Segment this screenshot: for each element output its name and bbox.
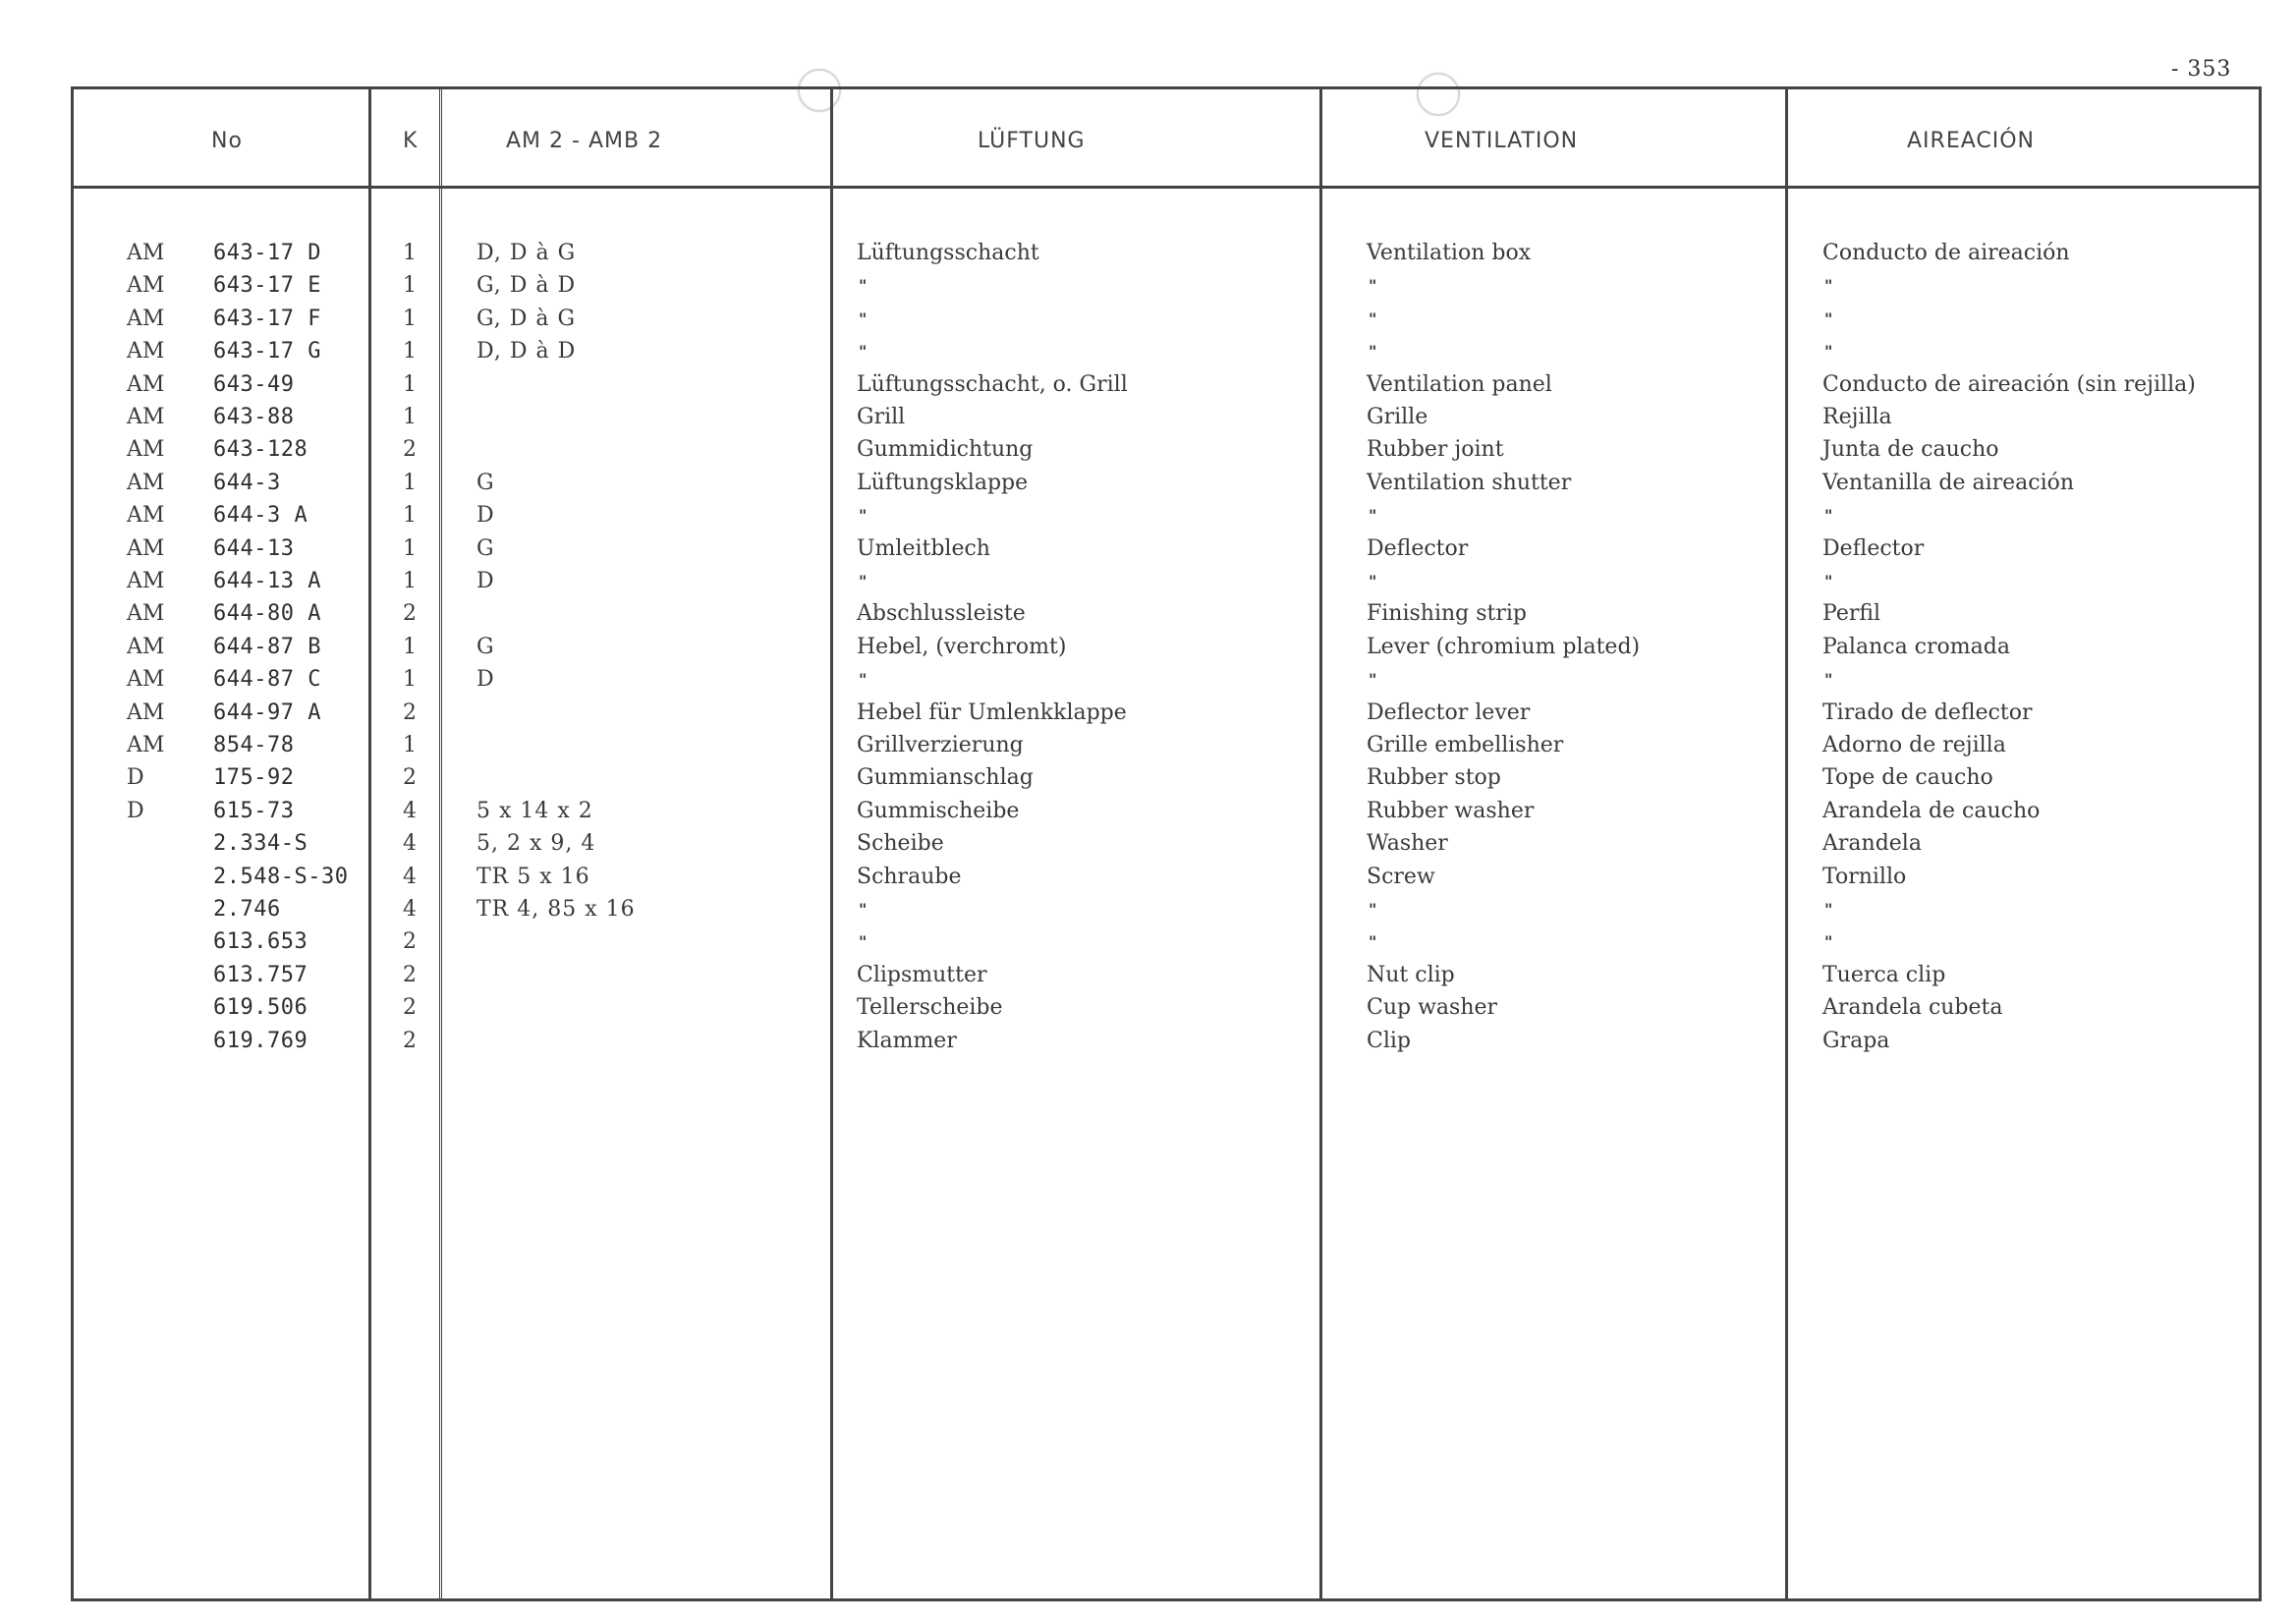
table-row xyxy=(74,991,2259,1025)
part-prefix: D xyxy=(127,765,144,791)
part-prefix: AM xyxy=(127,503,165,529)
description-spanish: " xyxy=(1824,506,1833,526)
part-prefix: AM xyxy=(127,405,165,429)
part-number: 644-13 A xyxy=(213,569,321,593)
description-spanish: Conducto de aireación xyxy=(1822,241,2070,265)
part-prefix: AM xyxy=(127,601,165,627)
part-prefix: AM xyxy=(127,273,165,299)
table-row xyxy=(74,303,2259,336)
part-number: 644-3 A xyxy=(213,503,308,529)
part-spec: G xyxy=(476,470,495,495)
table-row xyxy=(74,499,2259,532)
part-quantity: 2 xyxy=(403,437,417,463)
description-spanish: Tirado de deflector xyxy=(1822,700,2033,725)
description-spanish: Ventanilla de aireación xyxy=(1822,470,2075,495)
part-quantity: 1 xyxy=(403,569,417,593)
description-english: Grille xyxy=(1367,405,1428,429)
description-german: " xyxy=(859,308,868,328)
part-prefix: AM xyxy=(127,700,165,725)
description-spanish: " xyxy=(1824,670,1833,690)
part-prefix: AM xyxy=(127,569,165,593)
part-spec: TR 4, 85 x 16 xyxy=(476,897,636,922)
table-row xyxy=(74,401,2259,434)
description-spanish: Adorno de rejilla xyxy=(1822,733,2006,757)
description-english: " xyxy=(1369,506,1377,526)
part-quantity: 1 xyxy=(403,241,417,265)
description-german: Tellerscheibe xyxy=(857,995,1003,1021)
part-spec: TR 5 x 16 xyxy=(476,864,590,889)
part-prefix: AM xyxy=(127,306,165,331)
description-german: Schraube xyxy=(857,864,962,889)
part-prefix: AM xyxy=(127,634,165,659)
table-row xyxy=(74,729,2259,762)
part-number: 175-92 xyxy=(213,765,295,791)
description-spanish: Palanca cromada xyxy=(1822,634,2010,659)
header-english: VENTILATION xyxy=(1425,129,1579,153)
part-number: 854-78 xyxy=(213,733,295,757)
part-number: 644-13 xyxy=(213,535,295,561)
part-spec: G xyxy=(476,535,495,561)
description-english: Screw xyxy=(1367,864,1435,889)
part-prefix: AM xyxy=(127,535,165,561)
part-quantity: 4 xyxy=(403,864,417,889)
description-spanish: Junta de caucho xyxy=(1822,437,1999,463)
table-row xyxy=(74,893,2259,926)
part-number: 644-87 C xyxy=(213,667,321,693)
table-row xyxy=(74,368,2259,402)
table-row xyxy=(74,269,2259,303)
table-row xyxy=(74,335,2259,368)
description-english: Ventilation box xyxy=(1367,241,1532,265)
description-german: Klammer xyxy=(857,1028,957,1053)
description-german: Lüftungsschacht, o. Grill xyxy=(857,371,1128,397)
description-spanish: " xyxy=(1824,572,1833,590)
part-quantity: 4 xyxy=(403,831,417,857)
table-row xyxy=(74,631,2259,664)
header-spanish: AIREACIÓN xyxy=(1907,129,2036,153)
description-german: " xyxy=(859,506,868,526)
table-row xyxy=(74,925,2259,959)
table-row xyxy=(74,697,2259,730)
part-quantity: 1 xyxy=(403,306,417,331)
header-divider xyxy=(74,186,2259,189)
description-spanish: Grapa xyxy=(1822,1028,1890,1053)
description-spanish: " xyxy=(1824,900,1833,919)
table-row xyxy=(74,761,2259,795)
part-spec: G, D à D xyxy=(476,273,577,299)
table-row xyxy=(74,861,2259,894)
header-german: LÜFTUNG xyxy=(978,129,1086,153)
part-number: 643-128 xyxy=(213,437,308,463)
description-spanish: Deflector xyxy=(1822,535,1925,561)
description-english: " xyxy=(1369,670,1377,690)
part-prefix: AM xyxy=(127,241,165,265)
part-quantity: 2 xyxy=(403,962,417,987)
description-english: Grille embellisher xyxy=(1367,733,1564,757)
part-prefix: D xyxy=(127,798,144,823)
description-german: " xyxy=(859,342,868,362)
part-prefix: AM xyxy=(127,339,165,364)
part-spec: D xyxy=(476,569,495,593)
part-number: 643-17 G xyxy=(213,339,321,364)
description-spanish: Tornillo xyxy=(1822,864,1907,889)
description-german: Lüftungsschacht xyxy=(857,241,1039,265)
description-english: Ventilation panel xyxy=(1367,371,1552,397)
part-quantity: 1 xyxy=(403,667,417,693)
description-spanish: " xyxy=(1824,932,1833,952)
description-english: " xyxy=(1369,342,1377,362)
header-no: No xyxy=(211,129,243,153)
part-quantity: 1 xyxy=(403,733,417,757)
description-spanish: " xyxy=(1824,308,1833,328)
table-row xyxy=(74,959,2259,992)
part-quantity: 2 xyxy=(403,929,417,955)
part-number: 643-88 xyxy=(213,405,295,429)
part-number: 613.757 xyxy=(213,962,308,987)
description-english: Rubber stop xyxy=(1367,765,1501,791)
part-quantity: 2 xyxy=(403,995,417,1021)
description-english: " xyxy=(1369,900,1377,919)
table-row xyxy=(74,467,2259,500)
parts-table xyxy=(71,86,2262,1601)
part-prefix: AM xyxy=(127,437,165,463)
description-english: " xyxy=(1369,276,1377,296)
part-quantity: 2 xyxy=(403,700,417,725)
description-german: Hebel für Umlenkklappe xyxy=(857,700,1127,725)
part-quantity: 1 xyxy=(403,339,417,364)
part-spec: D, D à D xyxy=(476,339,577,364)
description-german: Abschlussleiste xyxy=(857,601,1026,627)
table-row xyxy=(74,1025,2259,1058)
part-number: 615-73 xyxy=(213,798,295,823)
part-spec: D xyxy=(476,503,495,529)
part-prefix: AM xyxy=(127,733,165,757)
description-german: Umleitblech xyxy=(857,535,990,561)
part-quantity: 1 xyxy=(403,371,417,397)
description-german: Hebel, (verchromt) xyxy=(857,634,1067,659)
description-german: " xyxy=(859,276,868,296)
description-english: Nut clip xyxy=(1367,962,1455,987)
part-quantity: 2 xyxy=(403,601,417,627)
part-number: 613.653 xyxy=(213,929,308,955)
part-spec: 5 x 14 x 2 xyxy=(476,798,593,823)
description-german: Gummischeibe xyxy=(857,798,1020,823)
description-spanish: Rejilla xyxy=(1822,405,1892,429)
part-number: 619.506 xyxy=(213,995,308,1021)
part-quantity: 2 xyxy=(403,1028,417,1053)
table-row xyxy=(74,597,2259,631)
description-german: Gummidichtung xyxy=(857,437,1034,463)
description-english: Deflector lever xyxy=(1367,700,1531,725)
description-english: Lever (chromium plated) xyxy=(1367,634,1641,659)
description-german: Grill xyxy=(857,405,906,429)
description-spanish: Arandela cubeta xyxy=(1822,995,2003,1021)
part-number: 643-17 E xyxy=(213,273,321,299)
description-german: Grillverzierung xyxy=(857,733,1024,757)
description-english: Rubber joint xyxy=(1367,437,1504,463)
part-number: 644-80 A xyxy=(213,601,321,627)
description-english: Clip xyxy=(1367,1028,1411,1053)
part-spec: D xyxy=(476,667,495,693)
part-prefix: AM xyxy=(127,371,165,397)
description-english: Ventilation shutter xyxy=(1367,470,1572,495)
description-spanish: Arandela xyxy=(1822,831,1922,857)
part-spec: 5, 2 x 9, 4 xyxy=(476,831,596,857)
part-number: 643-17 D xyxy=(213,241,321,265)
header-model: AM 2 - AMB 2 xyxy=(506,129,663,153)
description-spanish: Perfil xyxy=(1822,601,1881,627)
description-english: Deflector xyxy=(1367,535,1469,561)
part-quantity: 1 xyxy=(403,470,417,495)
part-spec: D, D à G xyxy=(476,241,577,265)
description-german: " xyxy=(859,670,868,690)
part-number: 619.769 xyxy=(213,1028,308,1053)
table-row xyxy=(74,433,2259,467)
table-row xyxy=(74,663,2259,697)
header-k: K xyxy=(403,129,419,153)
table-row xyxy=(74,827,2259,861)
part-quantity: 1 xyxy=(403,634,417,659)
part-quantity: 1 xyxy=(403,405,417,429)
part-quantity: 4 xyxy=(403,798,417,823)
part-number: 2.746 xyxy=(213,897,281,922)
description-english: Finishing strip xyxy=(1367,601,1528,627)
part-number: 644-97 A xyxy=(213,700,321,725)
table-row xyxy=(74,237,2259,270)
part-number: 644-87 B xyxy=(213,634,321,659)
description-english: " xyxy=(1369,308,1377,328)
part-number: 644-3 xyxy=(213,470,281,495)
part-prefix: AM xyxy=(127,667,165,693)
part-quantity: 4 xyxy=(403,897,417,922)
description-spanish: " xyxy=(1824,276,1833,296)
part-number: 643-49 xyxy=(213,371,295,397)
description-spanish: Tope de caucho xyxy=(1822,765,1993,791)
description-german: " xyxy=(859,900,868,919)
description-spanish: Arandela de caucho xyxy=(1822,798,2041,823)
description-english: Rubber washer xyxy=(1367,798,1535,823)
description-english: Washer xyxy=(1367,831,1448,857)
description-english: " xyxy=(1369,932,1377,952)
description-german: Clipsmutter xyxy=(857,962,987,987)
page-number: - 353 xyxy=(2171,57,2232,82)
description-german: Lüftungsklappe xyxy=(857,470,1029,495)
part-quantity: 2 xyxy=(403,765,417,791)
description-english: Cup washer xyxy=(1367,995,1498,1021)
part-prefix: AM xyxy=(127,470,165,495)
part-number: 2.334-S xyxy=(213,831,308,857)
description-spanish: " xyxy=(1824,342,1833,362)
description-german: " xyxy=(859,572,868,590)
description-german: Gummianschlag xyxy=(857,765,1034,791)
table-row xyxy=(74,532,2259,566)
part-spec: G xyxy=(476,634,495,659)
table-row xyxy=(74,795,2259,828)
table-row xyxy=(74,565,2259,598)
description-spanish: Conducto de aireación (sin rejilla) xyxy=(1822,371,2196,397)
description-german: " xyxy=(859,932,868,952)
description-german: Scheibe xyxy=(857,831,944,857)
part-spec: G, D à G xyxy=(476,306,577,331)
description-english: " xyxy=(1369,572,1377,590)
description-spanish: Tuerca clip xyxy=(1822,962,1946,987)
part-quantity: 1 xyxy=(403,273,417,299)
part-quantity: 1 xyxy=(403,503,417,529)
part-number: 643-17 F xyxy=(213,306,321,331)
part-quantity: 1 xyxy=(403,535,417,561)
part-number: 2.548-S-30 xyxy=(213,864,349,889)
